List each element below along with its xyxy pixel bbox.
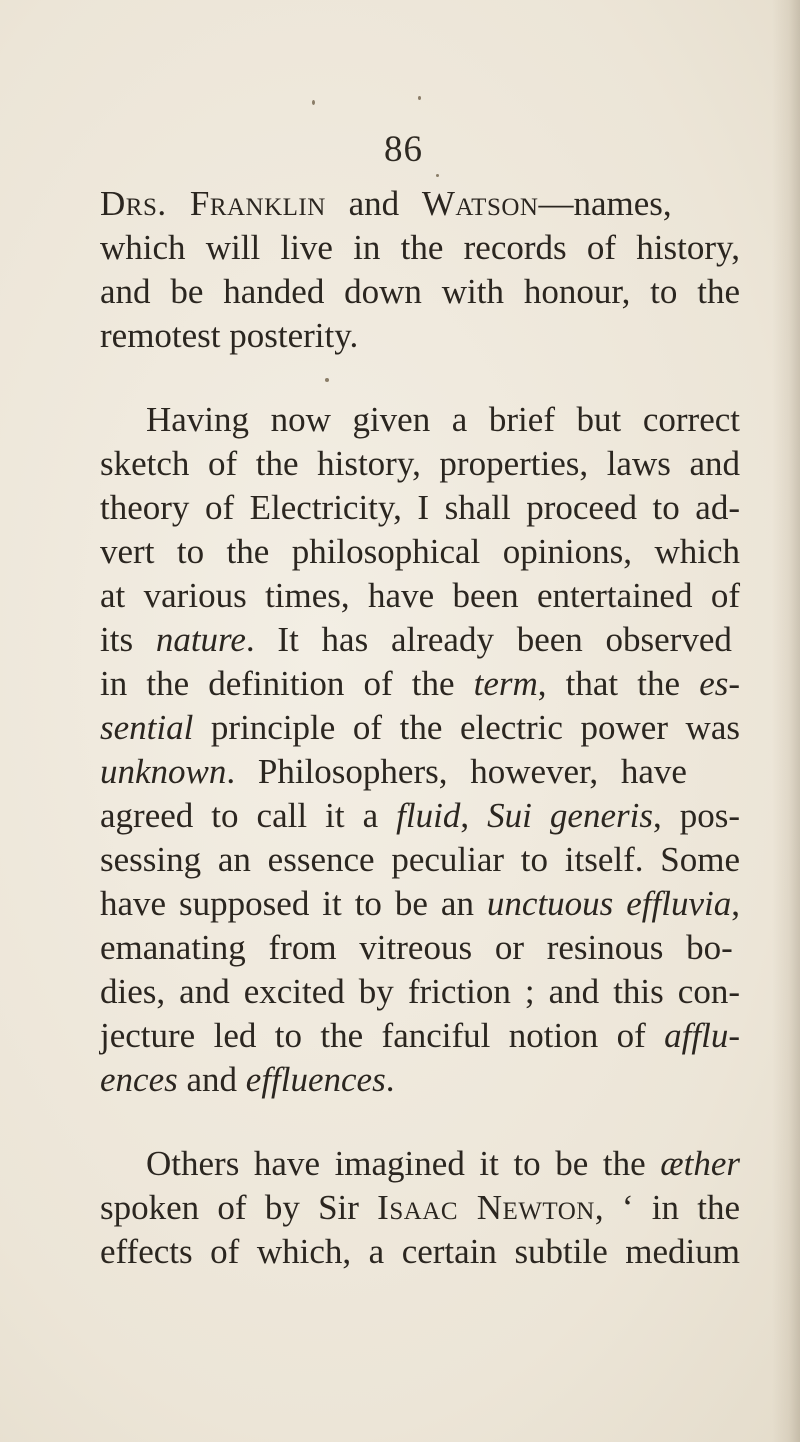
italic-text: term (473, 664, 538, 703)
italic-text: æther (660, 1144, 740, 1183)
text-run: at various times, have been entertained of (100, 576, 740, 615)
text-run: —names, (538, 184, 672, 223)
text-run: spoken of by Sir (100, 1188, 378, 1227)
text-line (100, 662, 740, 706)
text-line (100, 226, 740, 270)
text-line (100, 182, 672, 226)
text-run: , (460, 796, 488, 835)
text-run: and (177, 1060, 246, 1099)
text-line (100, 270, 740, 314)
text-run: , pos- (652, 796, 741, 835)
text-run: and be handed down with honour, to the (100, 272, 740, 311)
text-line (100, 486, 740, 530)
text-run: remotest posterity. (100, 316, 359, 355)
text-line (146, 1142, 740, 1186)
text-line (100, 970, 740, 1014)
text-line (100, 838, 740, 882)
page-number: 86 (384, 129, 423, 170)
text-run: emanating from vitreous or resinous bo- (100, 928, 733, 967)
text-run: its (100, 620, 156, 659)
text-line (100, 706, 740, 750)
text-run: . It has already been observed (245, 620, 732, 659)
text-line (100, 794, 740, 838)
small-caps-name: Isaac Newton (377, 1188, 595, 1227)
italic-text: effluences (245, 1060, 386, 1099)
italic-text: afflu- (664, 1016, 740, 1055)
text-line (100, 618, 732, 662)
text-line (100, 1186, 740, 1230)
text-run: and (325, 184, 422, 223)
italic-text: unctuous effluvia (486, 884, 732, 923)
text-run: which will live in the records of history, (100, 228, 740, 267)
text-line (100, 750, 687, 794)
text-line (100, 926, 733, 970)
italic-text: sential (100, 708, 194, 747)
text-run: . Philosophers, however, have (226, 752, 687, 791)
ink-speck (418, 96, 421, 100)
text-line (100, 1058, 394, 1102)
page-edge-shadow (772, 0, 800, 1442)
text-run: vert to the philosophical opinions, which (100, 532, 740, 571)
italic-text: fluid (396, 796, 461, 835)
text-run: agreed to call it a (100, 796, 397, 835)
text-run: Others have imagined it to be the (146, 1144, 661, 1183)
text-run: , ‘ in the (594, 1188, 740, 1227)
text-run: theory of Electricity, I shall proceed to ad- (100, 488, 740, 527)
text-run: effects of which, a certain subtile medium (100, 1232, 740, 1271)
text-run: , (731, 884, 740, 923)
text-run: , that the (537, 664, 700, 703)
text-line (100, 1230, 740, 1274)
text-run: . (385, 1060, 395, 1099)
text-line (100, 1014, 740, 1058)
italic-text: nature (155, 620, 246, 659)
text-run: dies, and excited by friction ; and this con- (100, 972, 740, 1011)
italic-text: es- (699, 664, 740, 703)
text-run: sketch of the history, properties, laws and (100, 444, 740, 483)
text-run: have supposed it to be an (100, 884, 487, 923)
text-line (100, 442, 740, 486)
text-run: sessing an essence peculiar to itself. Some (100, 840, 740, 879)
small-caps-name: Drs. Franklin (100, 184, 326, 223)
italic-text: unknown (100, 752, 227, 791)
small-caps-name: Watson (421, 184, 539, 223)
text-line (100, 530, 740, 574)
text-line (100, 314, 358, 358)
ink-speck (436, 174, 439, 177)
italic-text: Sui generis (487, 796, 653, 835)
text-run: jecture led to the fanciful notion of (100, 1016, 665, 1055)
ink-speck (325, 378, 329, 382)
text-line (100, 882, 740, 926)
ink-speck (312, 100, 315, 105)
text-line (146, 398, 740, 442)
text-run: principle of the electric power was (193, 708, 740, 747)
italic-text: ences (100, 1060, 178, 1099)
text-run: Having now given a brief but correct (146, 400, 740, 439)
text-line (100, 574, 740, 618)
text-run: in the definition of the (100, 664, 474, 703)
